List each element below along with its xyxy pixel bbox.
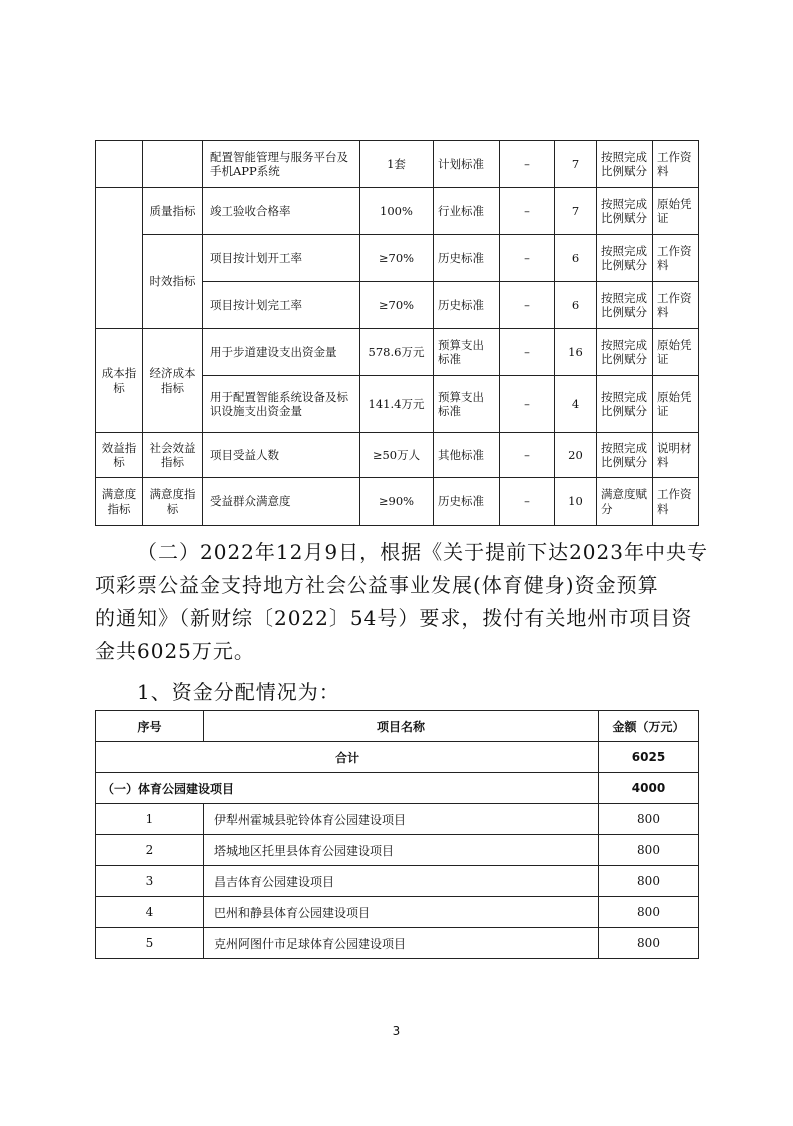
indicator-name: 项目按计划开工率	[203, 235, 360, 282]
row-project-name: 巴州和静县体育公园建设项目	[204, 897, 599, 928]
level2-cell: 社会效益指标	[143, 433, 203, 478]
indicator-standard: 预算支出标准	[434, 376, 500, 433]
row-seq: 4	[96, 897, 204, 928]
paragraph-line: （二）2022年12月9日，根据《关于提前下达2023年中央专	[137, 540, 708, 564]
header-seq: 序号	[96, 711, 204, 742]
indicator-dash: –	[500, 188, 555, 235]
indicator-method: 按照完成比例赋分	[597, 433, 653, 478]
table-header-row	[96, 711, 699, 742]
indicator-source: 工作资料	[653, 478, 699, 526]
indicator-dash: –	[500, 141, 555, 188]
header-amount: 金额（万元）	[599, 711, 699, 742]
table-row	[96, 329, 699, 376]
indicator-source: 工作资料	[653, 235, 699, 282]
indicator-standard: 行业标准	[434, 188, 500, 235]
row-amount: 800	[599, 866, 699, 897]
indicator-weight: 7	[555, 188, 597, 235]
indicator-method: 按照完成比例赋分	[597, 235, 653, 282]
level1-cell-empty	[96, 188, 143, 329]
row-project-name: 昌吉体育公园建设项目	[204, 866, 599, 897]
row-seq: 1	[96, 804, 204, 835]
indicator-name: 项目受益人数	[203, 433, 360, 478]
indicator-method: 满意度赋分	[597, 478, 653, 526]
section-amount: 4000	[599, 773, 699, 804]
row-seq: 5	[96, 928, 204, 959]
paragraph-line: 的通知》（新财综〔2022〕54号）要求，拨付有关地州市项目资	[95, 606, 693, 630]
section-subheading: 1、资金分配情况为：	[137, 680, 340, 704]
table-row	[96, 866, 699, 897]
table-row	[96, 804, 699, 835]
section-row	[96, 773, 699, 804]
indicator-source: 原始凭证	[653, 329, 699, 376]
row-seq: 3	[96, 866, 204, 897]
table-row	[96, 433, 699, 478]
indicator-standard: 其他标准	[434, 433, 500, 478]
indicator-dash: –	[500, 282, 555, 329]
level2-cell: 质量指标	[143, 188, 203, 235]
indicator-name: 竣工验收合格率	[203, 188, 360, 235]
paragraph-line: 项彩票公益金支持地方社会公益事业发展(体育健身)资金预算	[95, 573, 659, 597]
table-row	[96, 478, 699, 526]
table-row	[96, 235, 699, 282]
indicator-name: 受益群众满意度	[203, 478, 360, 526]
indicator-name: 用于步道建设支出资金量	[203, 329, 360, 376]
indicator-dash: –	[500, 329, 555, 376]
indicator-value: ≥90%	[360, 478, 434, 526]
indicator-weight: 16	[555, 329, 597, 376]
level1-cell	[96, 141, 143, 188]
row-amount: 800	[599, 928, 699, 959]
fund-allocation-table	[95, 710, 699, 959]
row-project-name: 伊犁州霍城县驼铃体育公园建设项目	[204, 804, 599, 835]
indicator-method: 按照完成比例赋分	[597, 141, 653, 188]
row-amount: 800	[599, 835, 699, 866]
indicator-value: 100%	[360, 188, 434, 235]
row-project-name: 克州阿图什市足球体育公园建设项目	[204, 928, 599, 959]
indicator-weight: 7	[555, 141, 597, 188]
indicator-value: ≥70%	[360, 235, 434, 282]
level2-cell: 时效指标	[143, 235, 203, 329]
performance-indicator-table	[95, 140, 699, 526]
indicator-value: 578.6万元	[360, 329, 434, 376]
level2-cell	[143, 141, 203, 188]
indicator-source: 工作资料	[653, 282, 699, 329]
indicator-value: 141.4万元	[360, 376, 434, 433]
paragraph-line: 金共6025万元。	[95, 639, 255, 663]
indicator-source: 说明材料	[653, 433, 699, 478]
indicator-dash: –	[500, 235, 555, 282]
row-seq: 2	[96, 835, 204, 866]
indicator-standard: 历史标准	[434, 282, 500, 329]
indicator-weight: 4	[555, 376, 597, 433]
indicator-value: ≥50万人	[360, 433, 434, 478]
indicator-weight: 6	[555, 282, 597, 329]
table-row	[96, 141, 699, 188]
indicator-source: 工作资料	[653, 141, 699, 188]
level1-cell: 满意度指标	[96, 478, 143, 526]
total-label: 合计	[96, 742, 599, 773]
indicator-weight: 20	[555, 433, 597, 478]
indicator-name: 项目按计划完工率	[203, 282, 360, 329]
total-amount: 6025	[599, 742, 699, 773]
indicator-weight: 6	[555, 235, 597, 282]
table-row	[96, 835, 699, 866]
level2-cell: 满意度指标	[143, 478, 203, 526]
indicator-method: 按照完成比例赋分	[597, 376, 653, 433]
indicator-name: 配置智能管理与服务平台及手机APP系统	[203, 141, 360, 188]
indicator-method: 按照完成比例赋分	[597, 329, 653, 376]
level2-cell: 经济成本指标	[143, 329, 203, 433]
table-row	[96, 897, 699, 928]
table-row	[96, 188, 699, 235]
level1-cell: 效益指标	[96, 433, 143, 478]
indicator-weight: 10	[555, 478, 597, 526]
section-label: （一）体育公园建设项目	[96, 773, 599, 804]
row-amount: 800	[599, 804, 699, 835]
indicator-method: 按照完成比例赋分	[597, 188, 653, 235]
level1-cell: 成本指标	[96, 329, 143, 433]
indicator-name: 用于配置智能系统设备及标识设施支出资金量	[203, 376, 360, 433]
indicator-method: 按照完成比例赋分	[597, 282, 653, 329]
indicator-standard: 历史标准	[434, 478, 500, 526]
indicator-value: 1套	[360, 141, 434, 188]
indicator-standard: 预算支出标准	[434, 329, 500, 376]
row-project-name: 塔城地区托里县体育公园建设项目	[204, 835, 599, 866]
table-row	[96, 928, 699, 959]
indicator-value: ≥70%	[360, 282, 434, 329]
total-row	[96, 742, 699, 773]
row-amount: 800	[599, 897, 699, 928]
page-number: 3	[392, 1024, 401, 1038]
indicator-dash: –	[500, 376, 555, 433]
header-project-name: 项目名称	[204, 711, 599, 742]
indicator-dash: –	[500, 433, 555, 478]
indicator-dash: –	[500, 478, 555, 526]
indicator-source: 原始凭证	[653, 188, 699, 235]
indicator-source: 原始凭证	[653, 376, 699, 433]
body-paragraph	[95, 536, 708, 668]
indicator-standard: 历史标准	[434, 235, 500, 282]
indicator-standard: 计划标准	[434, 141, 500, 188]
